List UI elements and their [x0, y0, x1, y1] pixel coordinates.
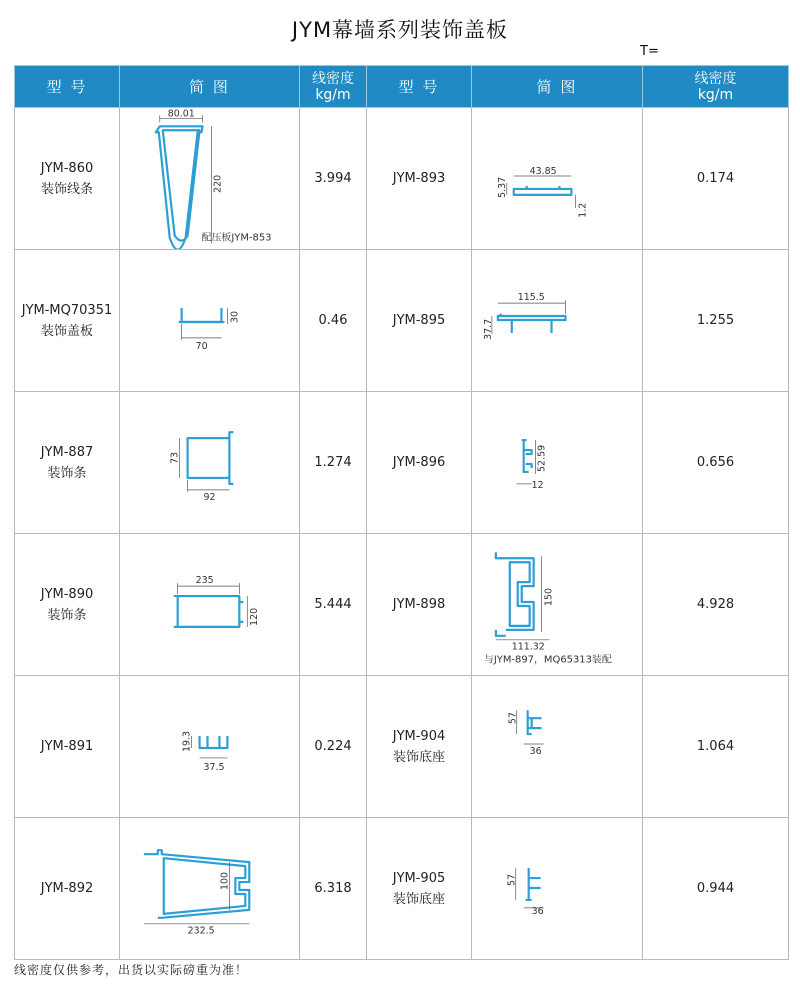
- col-drawing-right: 简 图: [472, 66, 643, 108]
- density-value: 0.46: [300, 250, 367, 392]
- density-value: 0.944: [643, 818, 789, 960]
- profile-drawing-cell: [120, 534, 300, 676]
- profile-drawing-jym-898: [472, 534, 642, 675]
- model-cell: JYM-860 装饰线条: [15, 108, 120, 250]
- svg-text:120: 120: [249, 607, 261, 626]
- profile-drawing-jym-904: [472, 676, 642, 817]
- svg-text:111.32: 111.32: [511, 641, 545, 653]
- profile-drawing-cell: [120, 676, 300, 818]
- model-cell: JYM-904 装饰底座: [367, 676, 472, 818]
- spec-table: [14, 65, 789, 960]
- svg-text:5.37: 5.37: [496, 176, 508, 198]
- profile-drawing-jym-890: [120, 534, 299, 675]
- footer-note: 线密度仅供参考，出货以实际磅重为准！: [14, 963, 249, 977]
- model-cell: JYM-895: [367, 250, 472, 392]
- svg-text:52.59: 52.59: [536, 444, 548, 472]
- svg-text:232.5: 232.5: [187, 925, 215, 937]
- svg-text:57: 57: [506, 873, 518, 887]
- thickness-label: T=: [640, 44, 659, 59]
- model-cell: JYM-892: [15, 818, 120, 960]
- col-density-left: 线密度 kg/m: [300, 66, 367, 108]
- profile-drawing-cell: [472, 250, 643, 392]
- profile-drawing-jym-895: [472, 250, 642, 391]
- density-value: 0.656: [643, 392, 789, 534]
- table-row: [15, 108, 789, 250]
- svg-text:80.01: 80.01: [167, 108, 195, 120]
- profile-drawing-jym-896: [472, 392, 642, 533]
- svg-text:37.5: 37.5: [203, 761, 225, 773]
- table-header-row: [15, 66, 789, 108]
- svg-text:235: 235: [195, 575, 214, 587]
- profile-drawing-jym-905: [472, 818, 642, 959]
- table-row: [15, 676, 789, 818]
- profile-drawing-cell: [120, 818, 300, 960]
- density-value: 1.255: [643, 250, 789, 392]
- profile-drawing-jym-mq70351: [120, 250, 299, 391]
- svg-text:100: 100: [219, 871, 231, 890]
- model-cell: JYM-MQ70351 装饰盖板: [15, 250, 120, 392]
- density-value: 4.928: [643, 534, 789, 676]
- table-row: [15, 250, 789, 392]
- svg-text:220: 220: [212, 174, 224, 193]
- model-cell: JYM-893: [367, 108, 472, 250]
- col-drawing-left: 简 图: [120, 66, 300, 108]
- svg-text:73: 73: [169, 451, 181, 464]
- profile-drawing-cell: [120, 250, 300, 392]
- density-value: 1.064: [643, 676, 789, 818]
- profile-drawing-cell: [120, 108, 300, 250]
- table-row: [15, 534, 789, 676]
- profile-drawing-jym-893: [472, 108, 642, 249]
- svg-text:配压板JYM-853: 配压板JYM-853: [201, 232, 272, 244]
- svg-text:1.2: 1.2: [577, 202, 589, 218]
- model-cell: JYM-896: [367, 392, 472, 534]
- col-density-right: 线密度 kg/m: [643, 66, 789, 108]
- svg-text:150: 150: [543, 587, 555, 606]
- svg-text:43.85: 43.85: [529, 166, 557, 178]
- svg-text:30: 30: [229, 310, 241, 323]
- col-model-left: 型 号: [15, 66, 120, 108]
- table-row: [15, 392, 789, 534]
- density-value: 5.444: [300, 534, 367, 676]
- svg-text:37.7: 37.7: [482, 318, 494, 340]
- profile-drawing-cell: [120, 392, 300, 534]
- table-row: [15, 818, 789, 960]
- svg-text:19.3: 19.3: [181, 730, 193, 752]
- density-value: 0.174: [643, 108, 789, 250]
- density-value: 1.274: [300, 392, 367, 534]
- profile-drawing-cell: [472, 108, 643, 250]
- svg-text:70: 70: [195, 340, 208, 352]
- profile-drawing-jym-892: [120, 818, 299, 959]
- profile-drawing-jym-891: [120, 676, 299, 817]
- svg-text:12: 12: [531, 479, 544, 491]
- profile-drawing-jym-887: [120, 392, 299, 533]
- svg-text:115.5: 115.5: [517, 292, 545, 304]
- page-title: JYM幕墙系列装饰盖板: [291, 18, 509, 42]
- density-value: 6.318: [300, 818, 367, 960]
- svg-text:57: 57: [507, 712, 519, 725]
- svg-text:92: 92: [203, 491, 216, 503]
- profile-drawing-cell: [472, 534, 643, 676]
- model-cell: JYM-905 装饰底座: [367, 818, 472, 960]
- model-cell: JYM-890 装饰条: [15, 534, 120, 676]
- svg-text:与JYM-897，MQ65313装配: 与JYM-897，MQ65313装配: [483, 654, 612, 666]
- model-cell: JYM-887 装饰条: [15, 392, 120, 534]
- model-cell: JYM-891: [15, 676, 120, 818]
- profile-drawing-jym-860: [120, 108, 299, 249]
- profile-drawing-cell: [472, 676, 643, 818]
- svg-text:36: 36: [531, 905, 544, 917]
- density-value: 3.994: [300, 108, 367, 250]
- profile-drawing-cell: [472, 392, 643, 534]
- model-cell: JYM-898: [367, 534, 472, 676]
- col-model-right: 型 号: [367, 66, 472, 108]
- profile-drawing-cell: [472, 818, 643, 960]
- svg-text:36: 36: [529, 745, 542, 757]
- density-value: 0.224: [300, 676, 367, 818]
